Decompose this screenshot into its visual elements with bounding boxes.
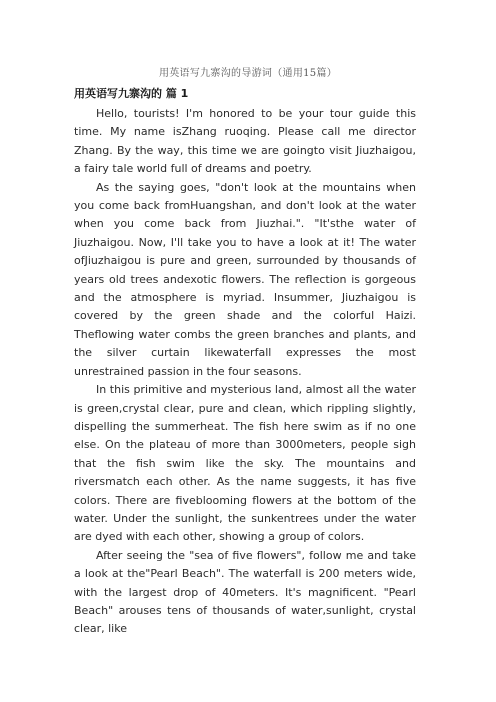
section-title: 用英语写九寨沟的 篇 1: [74, 87, 189, 100]
paragraph-pearl-beach: After seeing the "sea of five flowers", follow me and take a look at the"Pearl Beach". The waterfall is 200 meters wide, with the largest drop of 40meters. It's magnificent. "Pearl Beach" arouses tens of thousands of water,sunlight, crystal clear, like: [74, 548, 416, 636]
paragraph-five-flower-sea: In this primitive and mysterious land, almost all the water is green,crystal clear, pure and clean, which rippling slightly, dispelling the summerheat. The fish here swim as if no one else. On the plateau of more than 3000meters, people sigh that the fish swim like the sky. The mountains and riversmatch each other. As the name suggests, it has five colors. There are fiveblooming flowers at the bottom of the water. Under the sunlight, the sunkentrees under the water are dyed with each other, showing a group of colors.: [74, 383, 416, 544]
paragraph-intro: Hello, tourists! I'm honored to be your tour guide this time. My name isZhang ruoqing. Please call me director Zhang. By the way, this time we are goingto visit Jiuzhaigou, a fairy tale world full of dreams and poetry.: [74, 107, 416, 176]
paragraph-water: As the saying goes, "don't look at the mountains when you come back fromHuangshan, and don't look at the water when you come back from Jiuzhai.". "It'sthe water of Jiuzhaigou. Now, I'll take you to have a look at it! The water ofJiuzhaigou is pure and green, surrounded by thousands of years old trees andexotic flowers. The reflection is gorgeous and the atmosphere is myriad. Insummer, Jiuzhaigou is covered by the green shade and the colorful Haizi. Theflowing water combs the green branches and plants, and the silver curtain likewaterfall expresses the most unrestrained passion in the four seasons.: [74, 180, 416, 378]
article-body: [74, 86, 416, 639]
running-header: 用英语写九寨沟的导游词（通用15篇）: [158, 68, 338, 79]
